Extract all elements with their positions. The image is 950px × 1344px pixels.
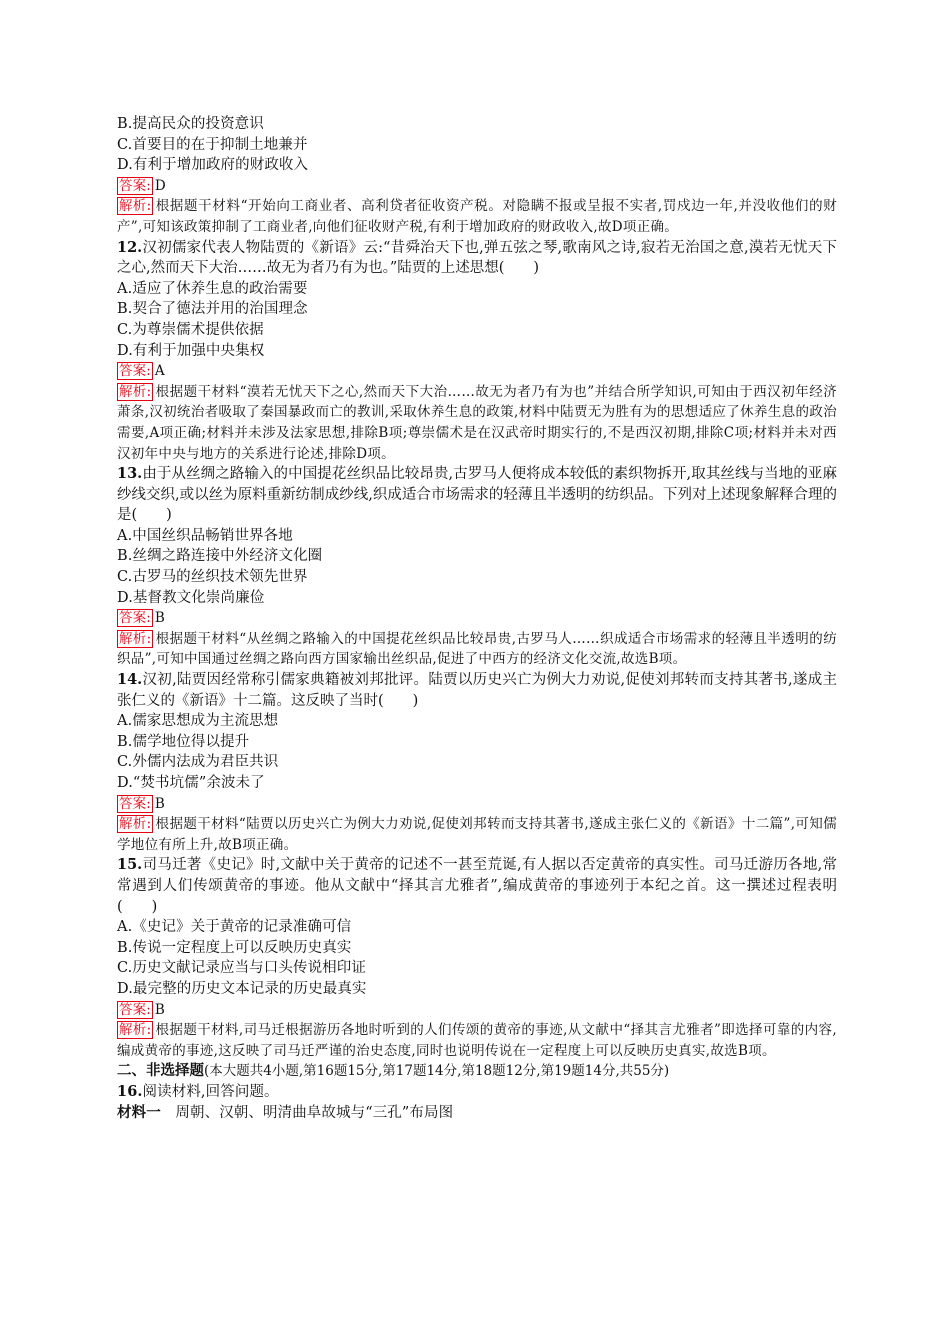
answer-tag: 答案: [119, 795, 151, 812]
explanation-tag: 解析: [119, 630, 152, 647]
material-label: 材料一 [117, 1103, 161, 1121]
document-page [117, 114, 837, 1123]
section-heading [117, 1061, 837, 1082]
explanation-text: 根据题干材料,司马迁根据游历各地时听到的人们传颂的黄帝的事迹,从文献中“择其言尤雅者”即选择可靠的内容,编成黄帝的事迹,这反映了司马迁严谨的治史态度,同时也说明传说在一定程度上可以反映历史真实,故选B项。 [117, 1022, 837, 1059]
question-stem [117, 855, 837, 917]
explanation [117, 814, 837, 855]
question-text: 司马迁著《史记》时,文献中关于黄帝的记述不一甚至荒诞,有人据以否定黄帝的真实性。司马迁游历各地,常常遇到人们传颂黄帝的事迹。他从文献中“择其言尤雅者”,编成黄帝的事迹列于本纪之首。这一撰述过程表明( ) [117, 857, 837, 915]
answer-line [117, 794, 837, 815]
explanation-tag: 解析: [119, 383, 152, 400]
question-13 [117, 464, 837, 670]
answer-line [117, 1000, 837, 1021]
option-a: A.中国丝织品畅销世界各地 [117, 527, 293, 544]
explanation-tag: 解析: [119, 816, 152, 833]
answer-value: D [154, 177, 166, 194]
explanation-tag: 解析: [119, 198, 152, 215]
answer-line [117, 361, 837, 382]
question-stem [117, 238, 837, 279]
question-number: 15. [117, 856, 143, 874]
question-11 [117, 114, 837, 238]
answer-tag: 答案: [119, 610, 151, 627]
material-title: 周朝、汉朝、明清曲阜故城与“三孔”布局图 [160, 1104, 454, 1121]
explanation-text: 根据题干材料“开始向工商业者、高利贷者征收资产税。对隐瞒不报或呈报不实者,罚戍边一年,并没收他们的财产”,可知该政策抑制了工商业者,向他们征收财产税,有利于增加政府的财政收入,故D项正确。 [117, 198, 837, 235]
option-a: A.儒家思想成为主流思想 [117, 713, 279, 730]
option-b: B.丝绸之路连接中外经济文化圈 [117, 548, 323, 565]
question-number: 14. [117, 671, 143, 689]
explanation-tag: 解析: [119, 1022, 152, 1039]
explanation-text: 根据题干材料“漠若无忧天下之心,然而天下大治……故无为者乃有为也”并结合所学知识,可知由于西汉初年经济萧条,汉初统治者吸取了秦国暴政而亡的教训,采取休养生息的政策,材料中陆贾无为胜有为的思想适应了休养生息的政治需要,A项正确;材料并未涉及法家思想,排除B项;尊崇儒术是在汉武帝时期实行的,不是西汉初期,排除C项;材料并未对西汉初年中央与地方的关系进行论述,排除D项。 [117, 383, 837, 462]
answer-value: B [154, 795, 165, 812]
explanation [117, 382, 837, 464]
question-text: 汉初儒家代表人物陆贾的《新语》云:“昔舜治天下也,弹五弦之琴,歌南风之诗,寂若无治国之意,漠若无忧天下之心,然而天下大治……故无为者乃有为也。”陆贾的上述思想( ) [117, 239, 837, 277]
question-stem [117, 464, 837, 526]
option-d: D.有利于加强中央集权 [117, 342, 265, 359]
option-a: A.适应了休养生息的政治需要 [117, 280, 308, 297]
question-14 [117, 670, 837, 855]
answer-value: A [154, 363, 165, 380]
question-text: 汉初,陆贾因经常称引儒家典籍被刘邦批评。陆贾以历史兴亡为例大力劝说,促使刘邦转而支持其著书,遂成主张仁义的《新语》十二篇。这反映了当时( ) [117, 672, 837, 709]
option-d: D.最完整的历史文本记录的历史最真实 [117, 980, 367, 997]
answer-line [117, 176, 837, 197]
answer-value: B [154, 610, 165, 627]
explanation [117, 629, 837, 670]
question-stem [117, 1082, 837, 1103]
section-note: (本大题共4小题,第16题15分,第17题14分,第18题12分,第19题14分,共55分) [204, 1063, 670, 1080]
question-number: 12. [117, 238, 143, 256]
option-b: B.提高民众的投资意识 [117, 116, 264, 132]
option-d: D.“焚书坑儒”余波未了 [117, 775, 265, 791]
option-b: B.儒学地位得以提升 [117, 733, 250, 750]
question-16 [117, 1082, 837, 1123]
answer-tag: 答案: [119, 1001, 151, 1018]
answer-tag: 答案: [119, 177, 151, 194]
option-c: C.首要目的在于抑制土地兼并 [117, 136, 308, 153]
option-c: C.古罗马的丝织技术领先世界 [117, 569, 308, 586]
option-c: C.为尊崇儒术提供依据 [117, 321, 264, 338]
answer-line [117, 608, 837, 629]
option-c: C.外儒内法成为君臣共识 [117, 754, 279, 771]
answer-tag: 答案: [119, 363, 151, 380]
option-b: B.契合了德法并用的治国理念 [117, 301, 308, 318]
option-d: D.有利于增加政府的财政收入 [117, 157, 309, 174]
option-d: D.基督教文化崇尚廉俭 [117, 589, 265, 606]
explanation-text: 根据题干材料“陆贾以历史兴亡为例大力劝说,促使刘邦转而支持其著书,遂成主张仁义的《新语》十二篇”,可知儒学地位有所上升,故B项正确。 [117, 816, 837, 853]
question-stem [117, 670, 837, 711]
question-15 [117, 855, 837, 1061]
option-a: A.《史记》关于黄帝的记录准确可信 [117, 919, 352, 936]
question-number: 13. [117, 465, 143, 483]
question-12 [117, 238, 837, 465]
explanation-text: 根据题干材料“从丝绸之路输入的中国提花丝织品比较昂贵,古罗马人……织成适合市场需求的轻薄且半透明的纺织品”,可知中国通过丝绸之路向西方国家输出丝织品,促进了中西方的经济文化交流,故选B项。 [117, 630, 837, 668]
material-heading [117, 1103, 837, 1124]
option-c: C.历史文献记录应当与口头传说相印证 [117, 960, 366, 977]
option-b: B.传说一定程度上可以反映历史真实 [117, 939, 352, 956]
question-text: 由于从丝绸之路输入的中国提花丝织品比较昂贵,古罗马人便将成本较低的素织物拆开,取其丝线与当地的亚麻纱线交织,或以丝为原料重新纺制成纱线,织成适合市场需求的轻薄且半透明的纺织品。下列对上述现象解释合理的是( ) [117, 466, 837, 524]
question-text: 阅读材料,回答问题。 [142, 1083, 279, 1100]
explanation [117, 1020, 837, 1061]
section-title: 二、非选择题 [117, 1062, 204, 1080]
question-number: 16. [117, 1082, 143, 1100]
answer-value: B [154, 1001, 165, 1018]
explanation [117, 196, 837, 237]
